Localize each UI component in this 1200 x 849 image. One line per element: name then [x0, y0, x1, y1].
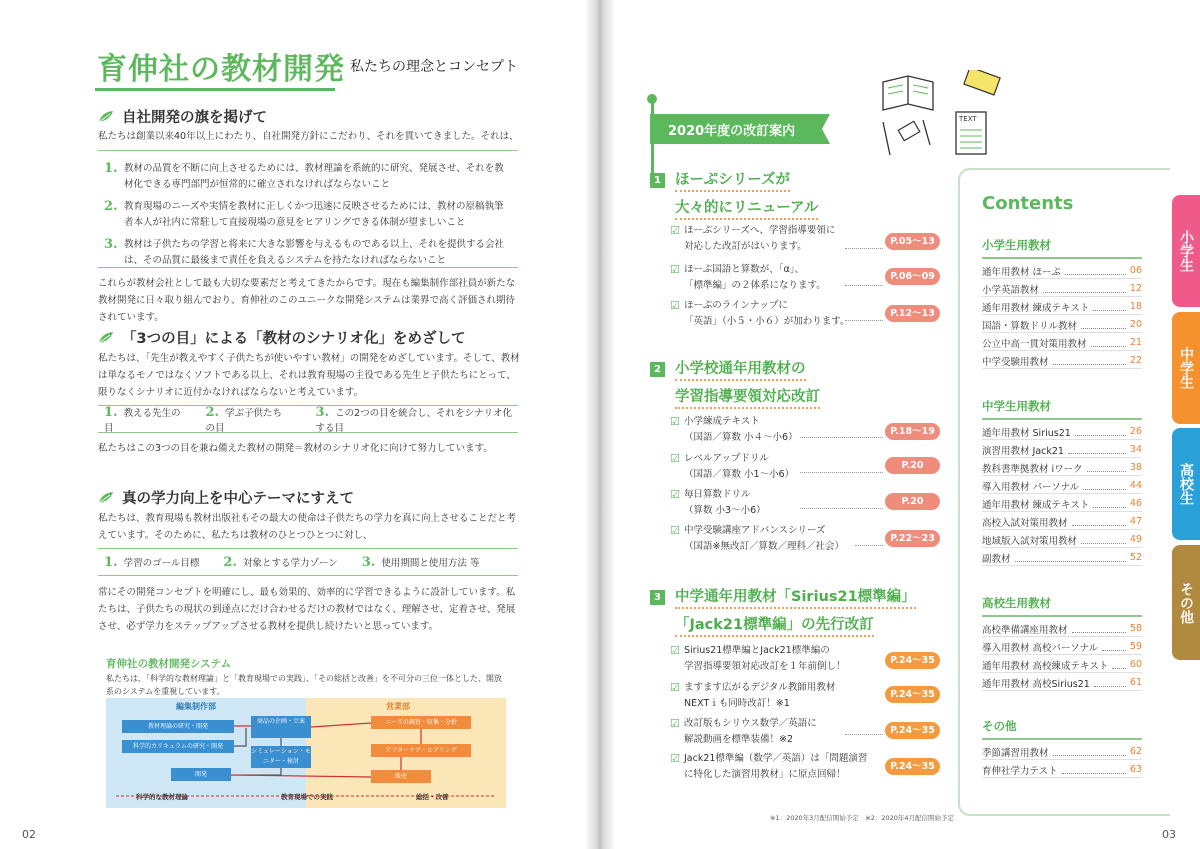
- revision-item: ☑ ほーぷ国語と算数が、「α」、 「標準編」の２体系になります。: [670, 262, 826, 294]
- check-icon: ☑: [670, 717, 680, 730]
- check-icon: ☑: [670, 224, 680, 237]
- page-title: 育伸社の教材開発: [97, 52, 345, 87]
- dot-leader: [1112, 661, 1126, 669]
- contents-row[interactable]: [982, 478, 1142, 494]
- flow-box: 販売: [371, 770, 431, 783]
- contents-row[interactable]: [982, 550, 1142, 566]
- section2-heading: 「3つの目」による「教材のシナリオ化」をめざして: [98, 327, 465, 348]
- dot-leader: [1094, 679, 1126, 687]
- contents-row[interactable]: [982, 514, 1142, 530]
- revision-item: ☑ ますます広がるデジタル教師用教材 NEXTｉも同時改訂！※1: [670, 680, 835, 712]
- section-tab[interactable]: 高校生: [1172, 428, 1200, 540]
- check-icon: ☑: [670, 644, 680, 657]
- leaf-icon: [98, 110, 116, 124]
- contents-label: 通年用教材 ほーぷ: [982, 266, 1061, 278]
- contents-label: 高校準備講座用教材: [982, 624, 1068, 636]
- contents-page-number: 62: [1129, 746, 1142, 757]
- revision-item: ☑ ほーぷシリーズへ、学習指導要領に 対応した改訂がはいります。: [670, 223, 835, 255]
- dot-leader: [1083, 482, 1126, 490]
- contents-label: 地域版入試対策用教材: [982, 535, 1078, 547]
- dot-leader: [1043, 285, 1126, 293]
- list-item: 2. 対象とする学力ゾーン: [223, 554, 338, 570]
- page-ref-pill[interactable]: P.05～13: [885, 233, 940, 250]
- contents-row[interactable]: [982, 744, 1142, 760]
- list-item: 2. 教育現場のニーズや実情を教材に正しくかつ迅速に反映させるためには、教材の原稿執筆者本人が社内に常駐して直接現場の意見をヒアリングできる体制が望ましいこと: [104, 199, 504, 228]
- flow-arrows: [106, 698, 506, 808]
- check-icon: ☑: [670, 415, 680, 428]
- check-icon: ☑: [670, 752, 680, 765]
- contents-row[interactable]: [982, 621, 1142, 637]
- contents-page-number: 46: [1129, 498, 1142, 509]
- contents-page-number: 44: [1129, 480, 1142, 491]
- list-item: 2. 学ぶ子供たちの目: [205, 404, 283, 434]
- section2-intro: 私たちは、「先生が教えやすく子供たちが使いやすい教材」の開発をめざしています。そして、教材は単なるモノではなくソフトである以上、それは教育現場の主役である先生と子供たちにとって、限りなくシナリオに近付かなければならないと考えています。: [98, 353, 520, 398]
- check-icon: ☑: [670, 299, 680, 312]
- contents-label: 季節講習用教材: [982, 747, 1049, 759]
- contents-category: その他: [982, 719, 1017, 733]
- dot-leader: [1093, 303, 1126, 311]
- contents-category: 中学生用教材: [982, 399, 1051, 413]
- dot-leader: [1053, 748, 1126, 756]
- contents-row[interactable]: [982, 299, 1142, 315]
- category-divider: [982, 418, 1142, 420]
- contents-row[interactable]: [982, 424, 1142, 440]
- contents-page-number: 34: [1129, 444, 1142, 455]
- revision-item: ☑ 中学受験講座アドバンスシリーズ （国語※無改訂／算数／理科／社会）: [670, 523, 844, 555]
- contents-row[interactable]: [982, 317, 1142, 333]
- contents-row[interactable]: [982, 675, 1142, 691]
- dot-leader: [1081, 536, 1126, 544]
- dot-leader: [1087, 464, 1126, 472]
- contents-page-number: 22: [1129, 355, 1142, 366]
- flow-box: シミュレーション・モニター・検討: [251, 746, 311, 768]
- page-ref-pill[interactable]: P.12～13: [885, 305, 940, 322]
- section-tab[interactable]: 中学生: [1172, 312, 1200, 424]
- section3-outro: 常にその開発コンセプトを明確にし、最も効果的、効率的に学習できるように設計しています。私たちは、子供たちの現状の到達点にだけ合わせるだけの教材ではなく、理解させ、定着させ、発展させ、必ず学力をステップアップさせる教材を提供し続けたいと思っています。: [98, 587, 516, 632]
- contents-label: 通年用教材 練成テキスト: [982, 499, 1090, 511]
- book-label: TEXT: [959, 115, 977, 123]
- page-ref-pill[interactable]: P.20: [885, 493, 940, 510]
- contents-label: 導入用教材 パーソナル: [982, 481, 1080, 493]
- flow-box: 科学的カリキュラムの研究・開発: [122, 740, 234, 753]
- flow-box: ニーズの調査・収集・分析: [371, 716, 471, 729]
- section1-list: [98, 150, 518, 268]
- leaf-icon: [98, 491, 116, 505]
- flow-box: 教材理論の研究・開発: [122, 720, 234, 733]
- flow-label: 総括・改善: [416, 793, 449, 801]
- contents-page-number: 12: [1129, 283, 1142, 294]
- contents-page-number: 52: [1129, 552, 1142, 563]
- contents-label: 小学英語教材: [982, 284, 1040, 296]
- page-ref-pill[interactable]: P.06～09: [885, 268, 940, 285]
- contents-page-number: 60: [1129, 659, 1142, 670]
- contents-page-number: 63: [1129, 764, 1142, 775]
- revision-item: ☑ 改訂版もシリウス数学／英語に 解説動画を標準装備！※2: [670, 716, 817, 748]
- contents-label: 高校入試対策用教材: [982, 517, 1068, 529]
- contents-row[interactable]: [982, 639, 1142, 655]
- contents-page-number: 20: [1129, 319, 1142, 330]
- contents-row[interactable]: [982, 657, 1142, 673]
- page-ref-pill[interactable]: P.18～19: [885, 423, 940, 440]
- revision-heading-3b: 「Jack21標準編」の先行改訂: [675, 613, 874, 634]
- flow-box: 商品の企画・立案: [251, 716, 311, 738]
- dept-right-label: 営業部: [386, 702, 410, 711]
- list-item: 3. 使用期間と使用方法 等: [361, 554, 480, 570]
- dot-leader: [1102, 643, 1126, 651]
- dot-leader: [1093, 500, 1126, 508]
- dot-leader: [1075, 428, 1126, 436]
- page-ref-pill[interactable]: P.24～35: [885, 758, 940, 775]
- system-description: 私たちは、「科学的な教材理論」と「教育現場での実践」、「その総括と改善」を不可分の三位一体とした、開放系のシステムを重視しています。: [106, 674, 502, 696]
- list-item: 3. 教材は子供たちの学習と将来に大きな影響を与えるものである以上、それを提供する会社は、その品質に最後まで責任を負えるシステムを持たなければならないこと: [104, 237, 505, 266]
- page-subtitle: 私たちの理念とコンセプト: [350, 59, 518, 75]
- dot-leader: [1015, 554, 1126, 562]
- system-diagram: [106, 698, 506, 808]
- contents-page-number: 18: [1129, 301, 1142, 312]
- banner-title: 2020年度の改訂案内: [668, 124, 796, 139]
- dot-leader: [1068, 446, 1126, 454]
- revision-item: ☑ Jack21標準編（数学／英語）は「問題演習 に特化した演習用教材」に原点回帰！: [670, 751, 867, 783]
- check-icon: ☑: [670, 681, 680, 694]
- contents-page-number: 47: [1129, 516, 1142, 527]
- check-icon: ☑: [670, 524, 680, 537]
- page-number-right: 03: [1162, 828, 1176, 841]
- list-item: 1. 教える先生の目: [104, 404, 181, 434]
- contents-row[interactable]: [982, 442, 1142, 458]
- contents-row[interactable]: [982, 335, 1142, 351]
- contents-label: 公立中高一貫対策用教材: [982, 338, 1087, 350]
- contents-label: 通年用教材 高校練成テキスト: [982, 660, 1109, 672]
- section-tab[interactable]: 小学生: [1172, 195, 1200, 307]
- dot-leader: [1072, 518, 1126, 526]
- contents-page-number: 26: [1129, 426, 1142, 437]
- revision-item: ☑ 小学練成テキスト （国語／算数 小４～小6）: [670, 414, 798, 446]
- section1-heading: 自社開発の旗を掲げて: [98, 106, 267, 127]
- title-underline: [95, 88, 335, 91]
- revision-heading-1: 1 ほーぷシリーズが: [650, 168, 790, 189]
- flow-box: アフターケア・ヒアリング: [371, 744, 471, 757]
- contents-label: 国語・算数ドリル教材: [982, 320, 1078, 332]
- check-icon: ☑: [670, 452, 680, 465]
- page-ref-pill[interactable]: P.24～35: [885, 686, 940, 703]
- page-number-left: 02: [22, 828, 36, 841]
- contents-label: 副教材: [982, 553, 1011, 565]
- footnote: ※1：2020年3月配信開始予定 ※2：2020年4月配信開始予定: [770, 814, 955, 822]
- contents-page-number: 59: [1129, 641, 1142, 652]
- section2-outro: 私たちはこの3つの目を兼ね備えた教材の開発＝教材のシナリオ化に向けて努力しています。: [98, 443, 493, 454]
- contents-label: 通年用教材 高校Sirius21: [982, 678, 1090, 690]
- contents-page-number: 61: [1129, 677, 1142, 688]
- flow-box: 開発: [171, 768, 231, 781]
- revision-item: ☑ Sirius21標準編とJack21標準編の 学習指導要領対応改訂を１年前倒し！: [670, 643, 846, 675]
- flow-label: 教育現場での実践: [281, 793, 333, 801]
- page-ref-pill[interactable]: P.24～35: [885, 652, 940, 669]
- section3-heading: 真の学力向上を中心テーマにすえて: [98, 487, 354, 508]
- revision-heading-2b: 学習指導要領対応改訂: [675, 385, 820, 406]
- revision-heading-2: 2 小学校通年用教材の: [650, 357, 806, 378]
- contents-label: 導入用教材 高校パーソナル: [982, 642, 1099, 654]
- dept-left-label: 編集制作部: [176, 702, 216, 711]
- section2-list: [98, 405, 518, 433]
- system-title: 育伸社の教材開発システム: [106, 658, 231, 670]
- page-ref-pill[interactable]: P.20: [885, 457, 940, 474]
- list-item: 1. 教材の品質を不断に向上させるためには、教材理論を系統的に研究、発展させ、それを教材化できる専門部門が恒常的に確立されなければならないこと: [104, 161, 504, 190]
- check-icon: ☑: [670, 263, 680, 276]
- section3-intro: 私たちは、教育現場も教材出版社もその最大の使命は子供たちの学力を真に向上させることだと考えています。そのために、私たちは教材のひとつひとつに対し、: [98, 513, 517, 541]
- contents-row[interactable]: [982, 762, 1142, 778]
- page-ref-pill[interactable]: P.22～23: [885, 530, 940, 547]
- section3-list: [98, 548, 518, 576]
- dot-leader: [1081, 321, 1126, 329]
- contents-category: 小学生用教材: [982, 238, 1051, 252]
- revision-heading-3: 3 中学通年用教材「Sirius21標準編」: [650, 585, 916, 606]
- dot-leader: [1072, 625, 1126, 633]
- dot-leader: [1065, 267, 1126, 275]
- contents-page-number: 21: [1129, 337, 1142, 348]
- section-tab[interactable]: その他: [1172, 545, 1200, 660]
- contents-page-number: 38: [1129, 462, 1142, 473]
- revision-item: ☑ レベルアップドリル （国語／算数 小1～小6）: [670, 451, 794, 483]
- category-divider: [982, 615, 1142, 617]
- contents-label: 演習用教材 Jack21: [982, 445, 1064, 457]
- contents-label: 中学受験用教材: [982, 356, 1049, 368]
- flow-label: 科学的な教材理論: [136, 793, 188, 801]
- contents-page-number: 49: [1129, 534, 1142, 545]
- contents-label: 育伸社学力テスト: [982, 765, 1058, 777]
- contents-row[interactable]: [982, 496, 1142, 512]
- list-item: 1. 学習のゴール目標: [104, 554, 200, 570]
- revision-heading-1b: 大々的にリニューアル: [675, 196, 818, 217]
- stationery-illustration: [878, 70, 1008, 165]
- dot-leader: [1053, 357, 1126, 365]
- check-icon: ☑: [670, 488, 680, 501]
- list-item: 3. この2つの目を統合し、それをシナリオ化する目: [315, 404, 513, 434]
- category-divider: [982, 738, 1142, 740]
- page-gutter: [585, 0, 615, 849]
- contents-page-number: 58: [1129, 623, 1142, 634]
- contents-label: 教科書準拠教材 iワーク: [982, 463, 1083, 475]
- revision-item: ☑ 毎日算数ドリル （算数 小3～小6）: [670, 487, 766, 519]
- contents-row[interactable]: [982, 532, 1142, 548]
- contents-title: Contents: [982, 193, 1074, 214]
- contents-row[interactable]: [982, 263, 1142, 279]
- contents-row[interactable]: [982, 460, 1142, 476]
- contents-category: 高校生用教材: [982, 596, 1051, 610]
- section1-intro: 私たちは創業以来40年以上にわたり、自社開発方針にこだわり、それを貫いてきました。それは、: [98, 131, 519, 142]
- contents-label: 通年用教材 Sirius21: [982, 427, 1071, 439]
- leaf-icon: [98, 331, 116, 345]
- category-divider: [982, 257, 1142, 259]
- section1-outro: これらが教材会社として最も大切な要素だと考えてきたからです。現在も編集制作部社員が新たな教材開発に日々取り組んでおり、育伸社のこのユニークな開発システムは業界で高く評価され期待されています。: [98, 278, 516, 323]
- contents-label: 通年用教材 練成テキスト: [982, 302, 1090, 314]
- dot-leader: [1062, 766, 1126, 774]
- contents-page-number: 06: [1129, 265, 1142, 276]
- contents-row[interactable]: [982, 353, 1142, 369]
- dot-leader: [1091, 339, 1126, 347]
- revision-item: ☑ ほーぷのラインナップに 「英語」（小５・小６）が加わります。: [670, 298, 850, 330]
- page-ref-pill[interactable]: P.24～35: [885, 722, 940, 739]
- contents-row[interactable]: [982, 281, 1142, 297]
